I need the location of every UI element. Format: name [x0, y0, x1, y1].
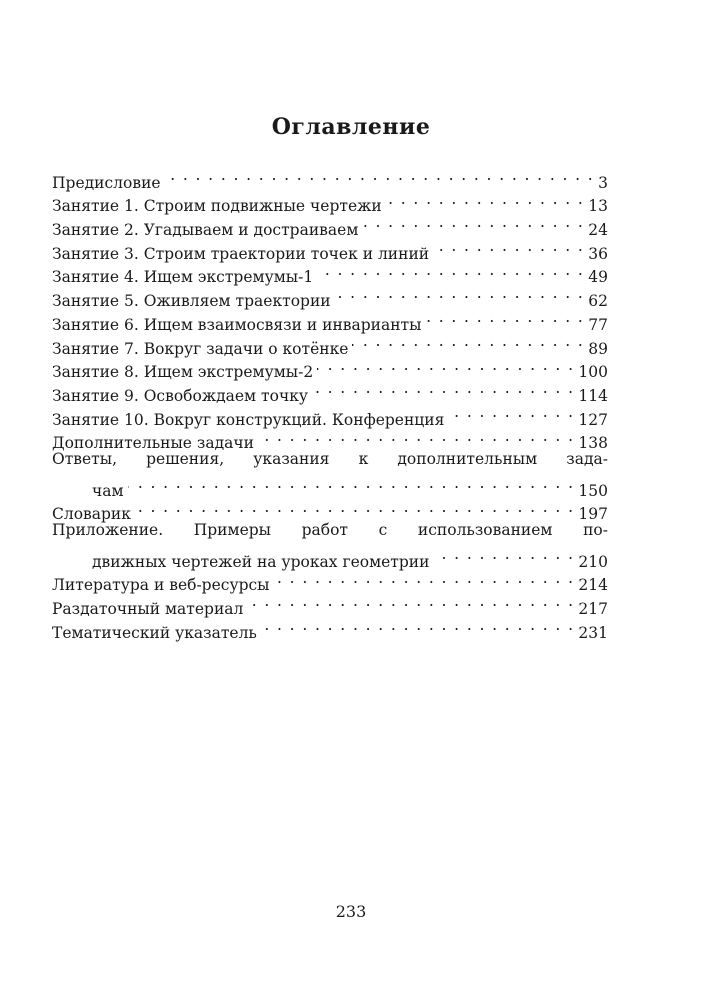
toc-entry-label: Занятие 8. Ищем экстремумы-2 — [52, 363, 314, 382]
toc-leader-dots — [362, 211, 584, 235]
toc-leader-dots — [258, 425, 574, 449]
toc-leader-dots — [433, 543, 574, 567]
toc-entry-label: Занятие 6. Ищем взаимосвязи и инварианты — [52, 315, 422, 334]
toc-leader-dots — [386, 188, 585, 212]
toc-entry-page: 231 — [578, 623, 608, 642]
toc-entry-line1 — [52, 519, 608, 543]
toc-entry-page: 138 — [578, 434, 608, 453]
toc-leader-dots — [352, 330, 584, 354]
toc-entry-label: Раздаточный материал — [52, 600, 244, 619]
toc-entry-line1 — [52, 448, 608, 472]
toc-entry — [52, 496, 608, 524]
toc-entry-label: Приложение. Примеры работ с использованием по- — [52, 521, 608, 540]
toc-entry-label: движных чертежей на уроках геометрии — [92, 552, 430, 571]
toc-entry-label: Тематический указатель — [52, 623, 257, 642]
toc-leader-dots — [128, 472, 575, 496]
toc-entry-label: Занятие 9. Освобождаем точку — [52, 386, 308, 405]
toc-entry-page: 36 — [588, 244, 608, 263]
toc-entry-page: 49 — [588, 268, 608, 287]
toc-entry-label: Занятие 1. Строим подвижные чертежи — [52, 197, 382, 216]
page-title: Оглавление — [271, 114, 431, 140]
toc-entry-page: 13 — [588, 197, 608, 216]
toc-leader-dots — [261, 614, 575, 638]
toc-leader-dots — [433, 235, 584, 259]
toc-entry-label: Занятие 10. Вокруг конструкций. Конференция — [52, 410, 445, 429]
page-number: 233 — [335, 902, 367, 921]
toc-entry-label: Ответы, решения, указания к дополнительным зада- — [52, 450, 608, 469]
toc-entry-label: Занятие 2. Угадываем и достраиваем — [52, 221, 359, 240]
toc-entry-label: Дополнительные задачи — [52, 434, 254, 453]
toc-entry-line2 — [52, 543, 608, 571]
toc-entry-page: 62 — [588, 292, 608, 311]
toc-entry-page: 89 — [588, 339, 608, 358]
toc-leader-dots — [165, 164, 595, 188]
toc-entry-line2 — [52, 472, 608, 500]
toc-entry-page: 24 — [588, 221, 608, 240]
toc-entry — [52, 164, 608, 192]
toc-entry-label: чам — [92, 481, 124, 500]
toc-entry-label: Занятие 7. Вокруг задачи о котёнке — [52, 339, 349, 358]
toc-entry-label: Литература и веб-ресурсы — [52, 576, 270, 595]
toc-entry-page: 77 — [588, 315, 608, 334]
toc-entry-page: 150 — [578, 481, 608, 500]
toc-entry-page: 114 — [578, 386, 608, 405]
toc-leader-dots — [448, 401, 574, 425]
table-of-contents — [52, 164, 608, 642]
toc-leader-dots — [335, 282, 585, 306]
toc-entry-label: Словарик — [52, 505, 131, 524]
toc-leader-dots — [317, 354, 574, 378]
toc-leader-dots — [312, 377, 574, 401]
toc-entry-label: Занятие 3. Строим траектории точек и линий — [52, 244, 430, 263]
toc-entry-page: 217 — [578, 600, 608, 619]
toc-entry-page: 100 — [578, 363, 608, 382]
toc-entry-page: 197 — [578, 505, 608, 524]
toc-entry-page: 127 — [578, 410, 608, 429]
toc-entry-page: 3 — [598, 173, 608, 192]
toc-leader-dots — [247, 590, 574, 614]
toc-entry-label: Занятие 5. Оживляем траектории — [52, 292, 331, 311]
toc-leader-dots — [317, 259, 584, 283]
toc-entry-label: Предисловие — [52, 173, 161, 192]
toc-entry-page: 214 — [578, 576, 608, 595]
toc-leader-dots — [135, 496, 574, 520]
toc-leader-dots — [274, 567, 575, 591]
toc-entry-label: Занятие 4. Ищем экстремумы-1 — [52, 268, 314, 287]
toc-leader-dots — [425, 306, 584, 330]
toc-entry-page: 210 — [578, 552, 608, 571]
